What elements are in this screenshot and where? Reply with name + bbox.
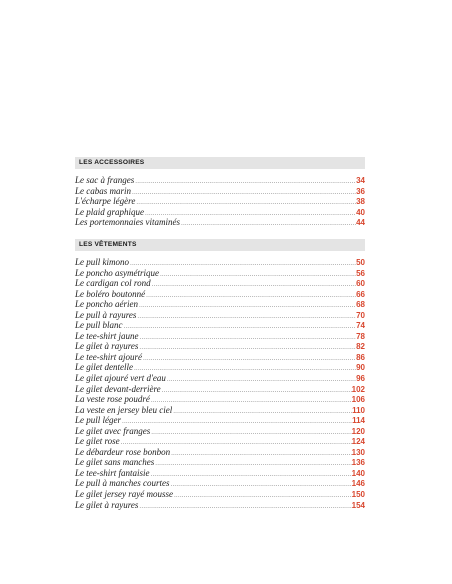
- entry-page-number: 96: [356, 374, 365, 384]
- entry-page-number: 136: [351, 458, 365, 468]
- section-heading: LES ACCESSOIRES: [75, 157, 365, 169]
- entry-page-number: 78: [356, 331, 365, 341]
- entry-page-number: 68: [356, 300, 365, 310]
- entry-page-number: 114: [352, 416, 365, 426]
- entry-page-number: 140: [351, 468, 365, 478]
- entry-title: Le poncho asymétrique: [75, 267, 159, 278]
- entry-title: Le débardeur rose bonbon: [75, 446, 171, 457]
- toc-entry[interactable]: [75, 196, 365, 207]
- entry-page-number: 106: [351, 395, 365, 405]
- toc-entry[interactable]: [75, 268, 365, 279]
- entry-title: Le gilet dentelle: [75, 362, 133, 373]
- entry-title: Le plaid graphique: [75, 206, 144, 217]
- toc-entry[interactable]: [75, 436, 365, 447]
- dot-leader: [142, 353, 356, 364]
- entry-title: Le gilet sans manches: [75, 457, 155, 468]
- dot-leader: [121, 416, 352, 427]
- entry-page-number: 86: [356, 352, 365, 362]
- toc-entry[interactable]: [75, 257, 365, 268]
- entry-page-number: 66: [356, 289, 365, 299]
- toc-entry[interactable]: [75, 415, 365, 426]
- entry-page-number: 70: [356, 310, 365, 320]
- section-accessoires: [75, 157, 365, 228]
- toc-entry[interactable]: [75, 352, 365, 363]
- entry-title: Le tee-shirt fantaisie: [75, 467, 150, 478]
- entry-title: Le pull kimono: [75, 257, 129, 267]
- toc-entry[interactable]: [75, 207, 365, 218]
- entry-page-number: 38: [356, 197, 365, 207]
- toc-entry[interactable]: [75, 478, 365, 489]
- toc-entry[interactable]: [75, 320, 365, 331]
- dot-leader: [180, 218, 356, 229]
- toc-entry[interactable]: [75, 175, 365, 186]
- dot-leader: [145, 290, 356, 301]
- entry-page-number: 40: [356, 207, 365, 217]
- toc-entry[interactable]: [75, 468, 365, 479]
- toc-entry[interactable]: [75, 447, 365, 458]
- dot-leader: [135, 197, 356, 208]
- dot-leader: [154, 458, 351, 469]
- entry-page-number: 130: [351, 447, 365, 457]
- entry-title: Le sac à franges: [75, 175, 135, 185]
- entry-page-number: 124: [351, 437, 365, 447]
- entry-title: Le poncho aérien: [75, 299, 138, 310]
- entry-title: Le cardigan col rond: [75, 278, 151, 289]
- dot-leader: [151, 279, 357, 290]
- entry-title: Le gilet à rayures: [75, 341, 139, 352]
- toc-entry[interactable]: [75, 299, 365, 310]
- entry-title: L'écharpe légère: [75, 196, 136, 207]
- dot-leader: [138, 300, 356, 311]
- toc-entry[interactable]: [75, 362, 365, 373]
- dot-leader: [166, 374, 356, 385]
- toc-entry[interactable]: [75, 384, 365, 395]
- entry-title: Le tee-shirt ajouré: [75, 351, 142, 362]
- entry-page-number: 36: [356, 186, 365, 196]
- entry-page-number: 102: [351, 384, 365, 394]
- dot-leader: [134, 176, 356, 187]
- entry-page-number: 44: [356, 218, 365, 228]
- entry-title: Le pull à manches courtes: [75, 478, 170, 489]
- toc-entry[interactable]: [75, 186, 365, 197]
- entry-page-number: 60: [356, 279, 365, 289]
- dot-leader: [150, 469, 352, 480]
- dot-leader: [173, 490, 352, 501]
- entry-title: Le boléro boutonné: [75, 288, 146, 299]
- toc-entry[interactable]: [75, 500, 365, 511]
- dot-leader: [138, 342, 356, 353]
- dot-leader: [123, 321, 357, 332]
- entry-page-number: 120: [351, 426, 365, 436]
- entry-title: La veste rose poudré: [75, 394, 150, 405]
- toc-entry[interactable]: [75, 310, 365, 321]
- entry-page-number: 110: [352, 405, 365, 415]
- dot-leader: [170, 479, 352, 490]
- entry-title: Le pull léger: [75, 415, 121, 426]
- dot-leader: [159, 269, 356, 280]
- entry-page-number: 82: [356, 342, 365, 352]
- toc-entry[interactable]: [75, 278, 365, 289]
- entry-title: Le gilet avec franges: [75, 425, 151, 436]
- toc-entry[interactable]: [75, 489, 365, 500]
- toc-entry[interactable]: [75, 426, 365, 437]
- entry-page-number: 74: [356, 321, 365, 331]
- entry-title: Le gilet rose: [75, 436, 120, 447]
- dot-leader: [136, 311, 356, 322]
- entry-page-number: 146: [351, 479, 365, 489]
- entry-title: Le cabas marin: [75, 185, 131, 196]
- dot-leader: [172, 406, 352, 417]
- dot-leader: [133, 363, 356, 374]
- toc-entry[interactable]: [75, 405, 365, 416]
- dot-leader: [129, 258, 356, 269]
- dot-leader: [138, 501, 351, 512]
- entry-title: Le gilet à rayures: [75, 499, 139, 510]
- section-heading: LES VÊTEMENTS: [75, 239, 365, 251]
- entry-page-number: 56: [356, 268, 365, 278]
- entry-page-number: 50: [356, 258, 365, 267]
- dot-leader: [170, 448, 352, 459]
- entry-title: Le gilet ajouré vert d'eau: [75, 373, 166, 384]
- toc-entry[interactable]: [75, 289, 365, 300]
- toc-entry[interactable]: [75, 217, 365, 228]
- toc-entry[interactable]: [75, 394, 365, 405]
- entry-title: Le pull blanc: [75, 320, 123, 331]
- dot-leader: [161, 385, 352, 396]
- toc-entry[interactable]: [75, 331, 365, 342]
- toc-entry[interactable]: [75, 373, 365, 384]
- entry-title: La veste en jersey bleu ciel: [75, 404, 173, 415]
- entry-page-number: 34: [356, 176, 365, 185]
- entry-title: Le gilet jersey rayé mousse: [75, 489, 173, 500]
- entry-page-number: 154: [351, 500, 365, 510]
- entry-page-number: 90: [356, 363, 365, 373]
- entry-title: Les portemonnaies vitaminés: [75, 217, 180, 228]
- dot-leader: [150, 395, 352, 406]
- dot-leader: [139, 332, 357, 343]
- dot-leader: [131, 187, 356, 198]
- toc-list: [75, 257, 365, 510]
- toc-entry[interactable]: [75, 341, 365, 352]
- toc-list: [75, 175, 365, 228]
- dot-leader: [150, 427, 351, 438]
- section-vetements: [75, 239, 365, 510]
- entry-page-number: 150: [351, 490, 365, 500]
- entry-title: Le tee-shirt jaune: [75, 330, 139, 341]
- entry-title: Le pull à rayures: [75, 309, 137, 320]
- toc-entry[interactable]: [75, 457, 365, 468]
- entry-title: Le gilet devant-derrière: [75, 383, 161, 394]
